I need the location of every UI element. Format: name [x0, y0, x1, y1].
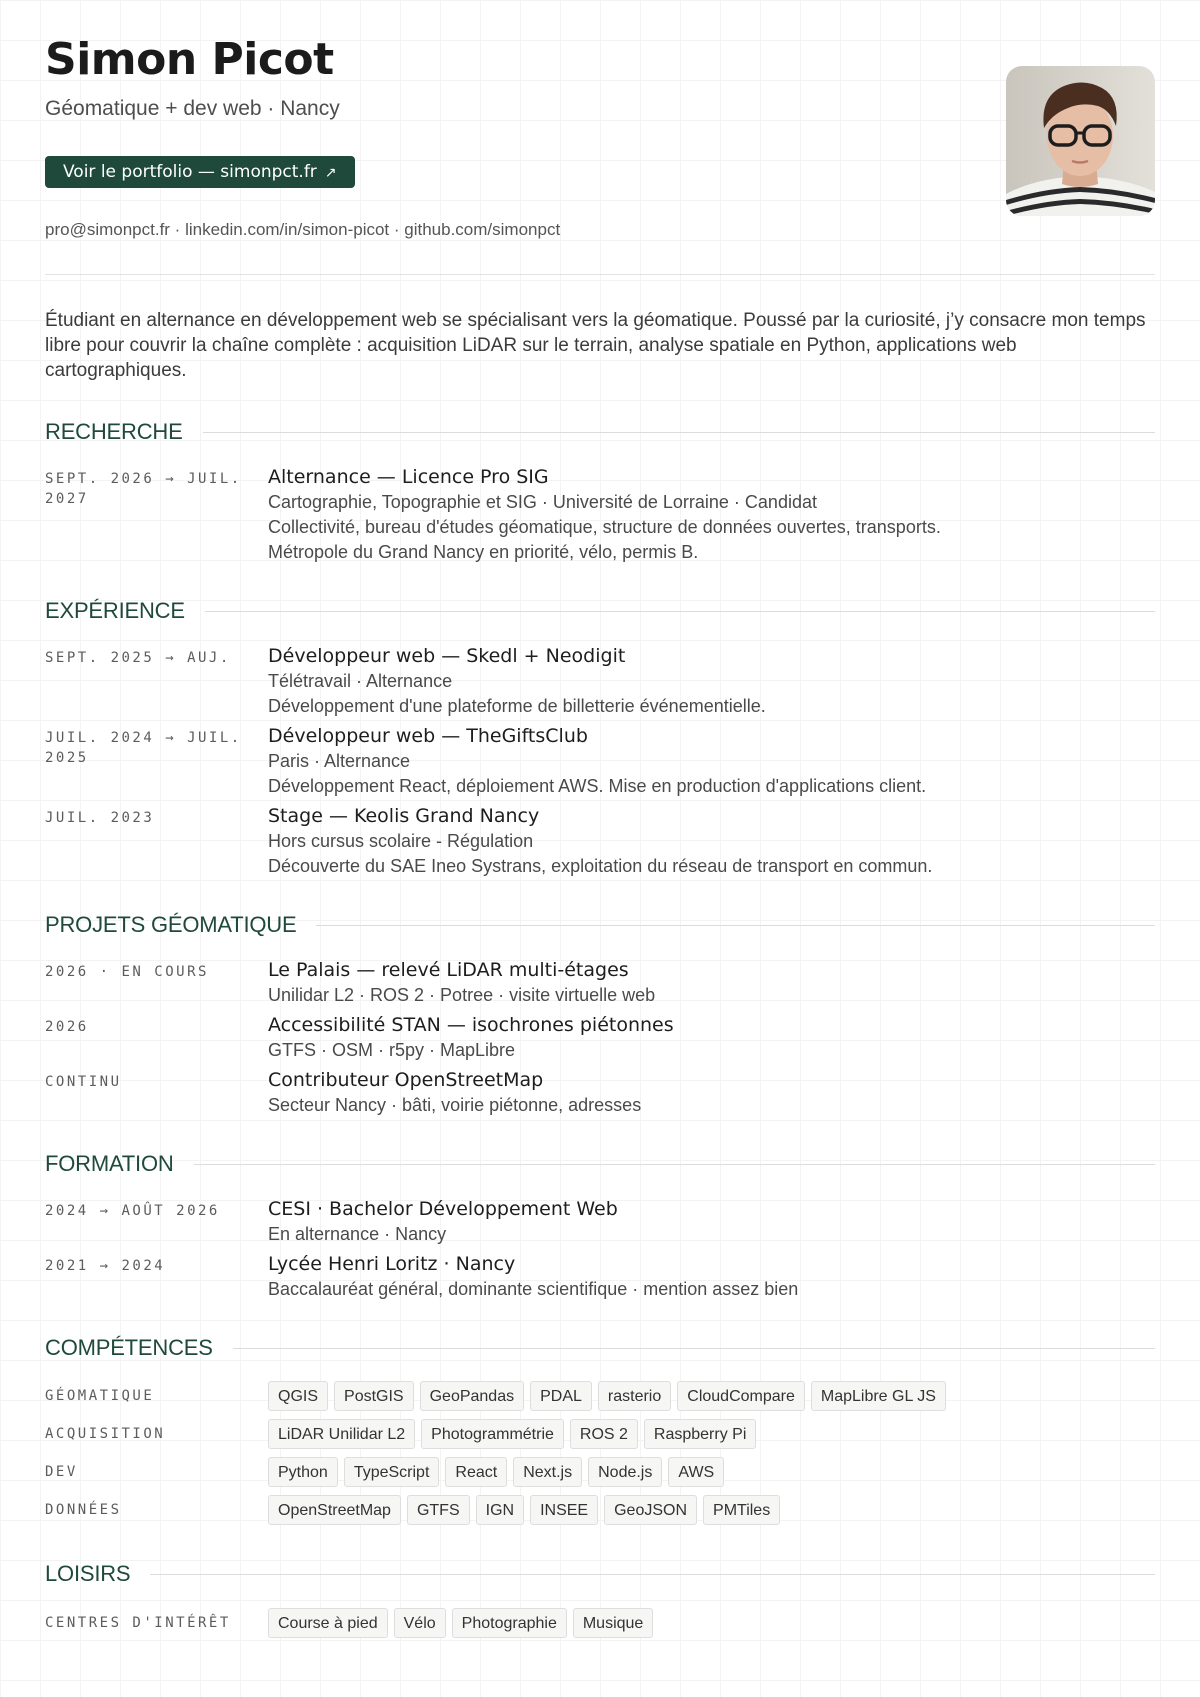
- entry-date: JUIL. 2023: [45, 810, 155, 826]
- section-experience: [45, 597, 1155, 625]
- section-divider: [203, 432, 1155, 433]
- entry-title: Lycée Henri Loritz · Nancy: [268, 1253, 516, 1275]
- entry-date: 2026: [45, 1019, 89, 1035]
- section-title-formation: FORMATION: [45, 1151, 174, 1176]
- section-competences: [45, 1334, 1155, 1362]
- entry-date: 2026 · EN COURS: [45, 964, 209, 980]
- entry-date: 2021 → 2024: [45, 1258, 166, 1274]
- skill-tag: Node.js: [588, 1457, 662, 1487]
- entry-title: Développeur web — TheGiftsClub: [268, 725, 588, 747]
- skill-row-geomatique: [45, 1381, 1155, 1413]
- section-formation: [45, 1150, 1155, 1178]
- profile-photo: [1006, 66, 1155, 216]
- skill-tag: CloudCompare: [677, 1381, 805, 1411]
- skill-tag: ROS 2: [570, 1419, 638, 1449]
- contact-links: pro@simonpct.fr · linkedin.com/in/simon-picot · github.com/simonpct: [45, 220, 561, 239]
- entry-title: CESI · Bachelor Développement Web: [268, 1198, 618, 1220]
- section-divider: [205, 611, 1155, 612]
- skill-tag: PDAL: [530, 1381, 592, 1411]
- section-title-competences: COMPÉTENCES: [45, 1335, 213, 1360]
- entry-subtitle: GTFS · OSM · r5py · MapLibre: [268, 1040, 516, 1060]
- skill-tag: AWS: [668, 1457, 724, 1487]
- entry-subtitle: Secteur Nancy · bâti, voirie piétonne, adresses: [268, 1095, 642, 1115]
- skill-row-acquisition: [45, 1419, 1155, 1451]
- section-divider: [316, 925, 1155, 926]
- candidate-subtitle: Géomatique + dev web · Nancy: [45, 97, 340, 120]
- skill-category: DEV: [45, 1464, 78, 1480]
- section-loisirs: [45, 1560, 1155, 1588]
- skill-tag: QGIS: [268, 1381, 328, 1411]
- tag-list: [268, 1381, 1148, 1411]
- section-recherche: [45, 418, 1155, 446]
- section-divider: [150, 1574, 1155, 1575]
- entry-title: Accessibilité STAN — isochrones piétonnes: [268, 1014, 674, 1036]
- section-title-recherche: RECHERCHE: [45, 419, 183, 444]
- skill-tag: LiDAR Unilidar L2: [268, 1419, 415, 1449]
- entry-description: Métropole du Grand Nancy en priorité, vélo, permis B.: [268, 542, 699, 562]
- portfolio-link-label: Voir le portfolio — simonpct.fr: [63, 162, 317, 182]
- skill-tag: rasterio: [598, 1381, 671, 1411]
- entry-description: Développement React, déploiement AWS. Mise en production d'applications client.: [268, 776, 927, 796]
- tag-list: [268, 1608, 1148, 1638]
- external-link-icon: ↗: [324, 165, 337, 181]
- section-divider: [194, 1164, 1155, 1165]
- entry-date: SEPT. 2026 → JUIL. 2027: [45, 471, 242, 507]
- entry-subtitle: Hors cursus scolaire - Régulation: [268, 831, 534, 851]
- portfolio-link-button[interactable]: [45, 156, 355, 188]
- entry-date: JUIL. 2024 → JUIL. 2025: [45, 730, 242, 766]
- entry-subtitle: Unilidar L2 · ROS 2 · Potree · visite virtuelle web: [268, 985, 656, 1005]
- skill-category: ACQUISITION: [45, 1426, 166, 1442]
- hobby-tag: Vélo: [394, 1608, 446, 1638]
- skill-tag: IGN: [476, 1495, 524, 1525]
- section-title-loisirs: LOISIRS: [45, 1561, 131, 1586]
- entry-title: Développeur web — Skedl + Neodigit: [268, 645, 626, 667]
- entry-subtitle: Télétravail · Alternance: [268, 671, 453, 691]
- hobby-tag: Photographie: [452, 1608, 567, 1638]
- skill-tag: GeoPandas: [420, 1381, 525, 1411]
- entry-title: Stage — Keolis Grand Nancy: [268, 805, 540, 827]
- section-title-projets: PROJETS GÉOMATIQUE: [45, 912, 297, 937]
- profile-portrait-icon: [1006, 66, 1155, 216]
- entry-date: SEPT. 2025 → AUJ.: [45, 650, 231, 666]
- entry-subtitle: Baccalauréat général, dominante scientifique · mention assez bien: [268, 1279, 799, 1299]
- skill-tag: PMTiles: [703, 1495, 780, 1525]
- tag-list: [268, 1495, 1148, 1525]
- entry-description: Collectivité, bureau d'études géomatique, structure de données ouvertes, transports.: [268, 517, 941, 537]
- skill-row-dev: [45, 1457, 1155, 1489]
- skill-category: GÉOMATIQUE: [45, 1388, 155, 1404]
- skill-tag: TypeScript: [344, 1457, 440, 1487]
- skill-category: DONNÉES: [45, 1502, 122, 1518]
- section-title-experience: EXPÉRIENCE: [45, 598, 185, 623]
- entry-title: Contributeur OpenStreetMap: [268, 1069, 544, 1091]
- skill-tag: MapLibre GL JS: [811, 1381, 946, 1411]
- tag-list: [268, 1419, 1148, 1449]
- tag-list: [268, 1457, 1148, 1487]
- skill-row-donnees: [45, 1495, 1155, 1527]
- candidate-name: Simon Picot: [45, 34, 334, 85]
- entry-description: Développement d'une plateforme de billetterie événementielle.: [268, 696, 766, 716]
- header-divider: [45, 274, 1155, 275]
- entry-subtitle: En alternance · Nancy: [268, 1224, 447, 1244]
- skill-tag: GeoJSON: [604, 1495, 697, 1525]
- entry-title: Le Palais — relevé LiDAR multi-étages: [268, 959, 629, 981]
- entry-date: 2024 → AOÛT 2026: [45, 1203, 220, 1219]
- skill-tag: Next.js: [513, 1457, 582, 1487]
- skill-tag: OpenStreetMap: [268, 1495, 401, 1525]
- skill-tag: GTFS: [407, 1495, 470, 1525]
- section-divider: [233, 1348, 1155, 1349]
- hobby-tag: Course à pied: [268, 1608, 388, 1638]
- skill-category: CENTRES D'INTÉRÊT: [45, 1615, 231, 1631]
- entry-subtitle: Paris · Alternance: [268, 751, 411, 771]
- hobby-tag: Musique: [573, 1608, 653, 1638]
- entry-description: Découverte du SAE Ineo Systrans, exploitation du réseau de transport en commun.: [268, 856, 933, 876]
- skill-tag: Raspberry Pi: [644, 1419, 756, 1449]
- skill-tag: PostGIS: [334, 1381, 414, 1411]
- skill-tag: Photogrammétrie: [421, 1419, 564, 1449]
- profile-summary: Étudiant en alternance en développement web se spécialisant vers la géomatique. Poussé par la curiosité, j’y consacre mon temps libre pour couvrir la chaîne complète : acquisition LiDAR sur le terrain, analyse spatiale en Python, applications web cartographiques.: [45, 310, 1146, 381]
- skill-row-loisirs: [45, 1608, 1155, 1640]
- skill-tag: INSEE: [530, 1495, 598, 1525]
- entry-date: CONTINU: [45, 1074, 122, 1090]
- skill-tag: Python: [268, 1457, 338, 1487]
- section-projets: [45, 911, 1155, 939]
- entry-title: Alternance — Licence Pro SIG: [268, 466, 549, 488]
- skill-tag: React: [445, 1457, 507, 1487]
- entry-subtitle: Cartographie, Topographie et SIG · Université de Lorraine · Candidat: [268, 492, 817, 512]
